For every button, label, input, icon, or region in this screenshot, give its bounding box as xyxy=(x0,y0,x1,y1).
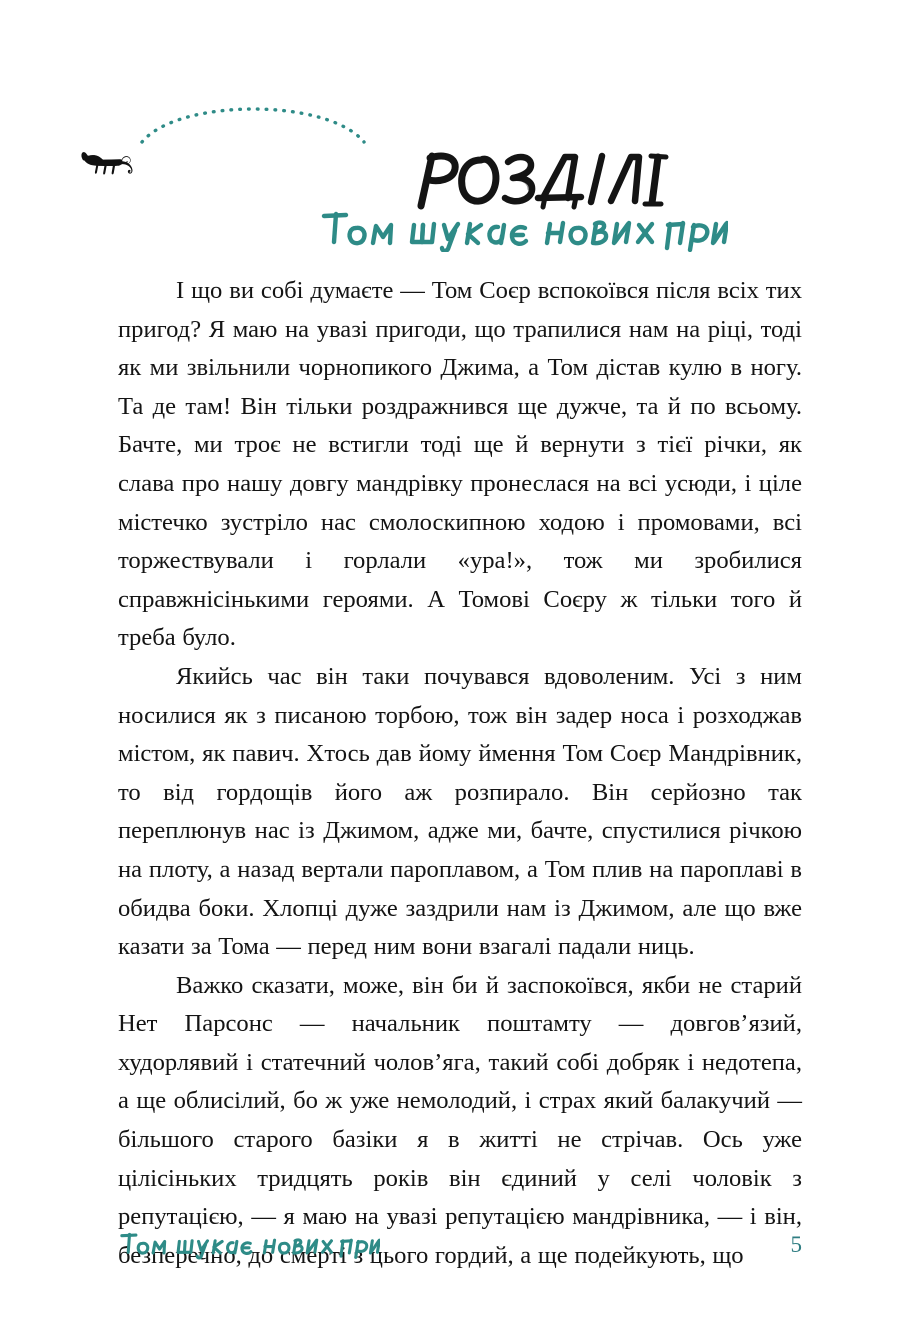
chapter-title xyxy=(0,148,916,210)
page-number: 5 xyxy=(790,1232,802,1257)
page-footer xyxy=(118,1228,802,1268)
paragraph: Якийсь час він таки почувався вдоволеним. Усі з ним носилися як з писаною торбою, тож він задер носа і розходжав містом, як павич. Хтось дав йому ймення Том Соєр Мандрівник, то від гордощів його аж розпирало. Він серйозно так переплюнув нас із Джимом, адже ми, бачте, спустилися річкою на плоту, а назад вертали пароплавом, а Том плив на пароплаві в обидва боки. Хлопці дуже заздрили нам із Джимом, але що вже казати за Тома — перед ним вони взагалі падали ниць. xyxy=(118,662,802,961)
dotted-arc-decoration xyxy=(138,92,368,147)
paragraph: Важко сказати, може, він би й заспокоївся, якби не старий Нет Парсонс — начальник поштамту — довгов’язий, худорлявий і статечний чолов’яга, такий собі добряк і недотепа, а ще облисілий, бо ж уже немолодий, і страх який балакучий — більшого старого базіки я в житті не стрічав. Ось уже цілісіньких тридцять років він єдиний у селі чоловік з репутацією, — я маю на увазі репутацією мандрівника, — і він, безперечно, до смерті з цього гордий, а ще подейкують, що xyxy=(118,971,802,1269)
paragraph: І що ви собі думаєте — Том Соєр вспокоївся після всіх тих пригод? Я маю на увазі пригоди, що трапилися нам на ріці, тоді як ми звільнили чорнопикого Джима, а Том дістав кулю в ногу. Та де там! Він тільки роздражнився ще дужче, та й по всьому. Бачте, ми троє не встигли тоді ще й вернути з тієї річки, як слава про нашу довгу мандрівку пронеслася на всі усюди, і ціле містечко зустріло нас смолоскипною ходою і промовами, всі торжествували і горлали «ура!», тож ми зробилися справжнісінькими героями. А Томові Соєру ж тільки того й треба було. xyxy=(118,277,802,652)
running-head xyxy=(118,1228,380,1260)
chapter-header xyxy=(0,0,916,265)
chapter-subtitle xyxy=(0,206,916,252)
body-text xyxy=(118,272,802,1275)
